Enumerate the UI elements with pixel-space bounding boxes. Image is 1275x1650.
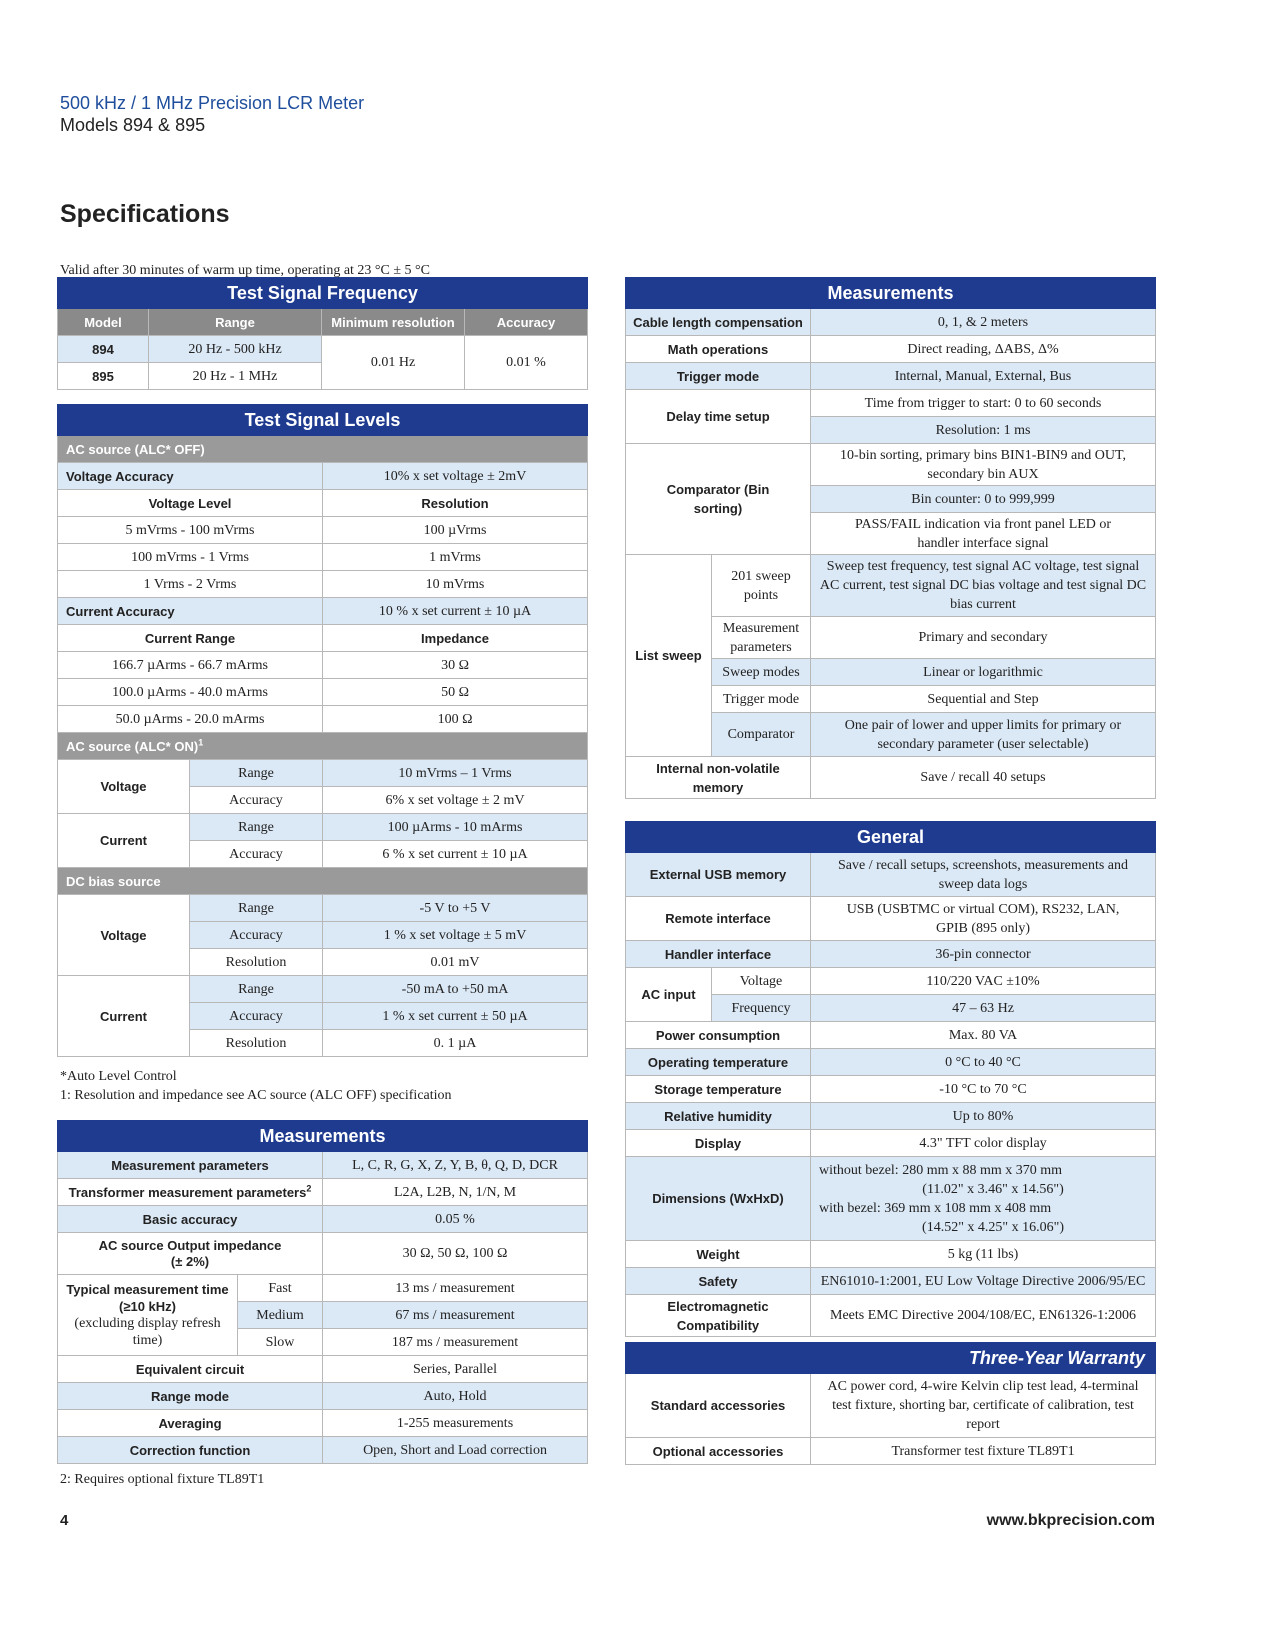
usb-memory-value: Save / recall setups, screenshots, measurements and sweep data logs [811,853,1156,897]
dimensions-without-bezel: without bezel: 280 mm x 88 mm x 370 mm [819,1162,1063,1178]
dimensions-value [811,1157,1156,1241]
optional-accessories-value: Transformer test fixture TL89T1 [811,1438,1156,1465]
test-signal-levels-table [57,404,587,1057]
impedance-header: Impedance [323,625,588,652]
current-range: 166.7 µArms - 66.7 mArms [58,652,323,679]
trigger-mode-value: Internal, Manual, External, Bus [811,363,1156,390]
page-number: 4 [60,1512,69,1529]
voltage-level: 1 Vrms - 2 Vrms [58,571,323,598]
website-link[interactable]: www.bkprecision.com [986,1512,1155,1529]
dimensions-with-bezel: with bezel: 369 mm x 108 mm x 408 mm [819,1200,1052,1216]
remote-interface-label: Remote interface [626,897,811,941]
warranty-table [625,1342,1155,1465]
table-title: General [626,822,1156,853]
sweep-comparator-label: Comparator [712,713,811,757]
speed-fast: Fast [238,1275,323,1302]
trigger-mode-label: Trigger mode [626,363,811,390]
ac-input-label: AC input [626,968,712,1022]
sweep-points-value: Sweep test frequency, test signal AC voltage, test signal AC current, test signal DC bias voltage and test signal DC bias current [811,555,1156,617]
sweep-trigger-label: Trigger mode [712,686,811,713]
header-product-title: 500 kHz / 1 MHz Precision LCR Meter [60,93,365,113]
dc-voltage-resolution: 0.01 mV [323,949,588,976]
col-header-range: Range [149,309,322,336]
alc-on-current-label: Current [58,814,190,868]
basic-accuracy-label: Basic accuracy [58,1206,323,1233]
current-range: 100.0 µArms - 40.0 mArms [58,679,323,706]
dc-current-accuracy: 1 % x set current ± 50 µA [323,1003,588,1030]
table-title: Test Signal Frequency [58,278,588,309]
output-impedance-label: AC source Output impedance (± 2%) [58,1233,323,1275]
measurement-time-note: (excluding display refresh time) [74,1316,221,1348]
standard-accessories-value: AC power cord, 4-wire Kelvin clip test lead, 4-terminal test fixture, shorting bar, certificate of calibration, test report [811,1374,1156,1438]
speed-fast-value: 13 ms / measurement [323,1275,588,1302]
footnote-ref-2: 2 [306,1183,312,1194]
humidity-label: Relative humidity [626,1103,811,1130]
dc-current-label: Current [58,976,190,1057]
display-label: Display [626,1130,811,1157]
measurements-right-table [625,277,1155,799]
comparator-bins-value: 10-bin sorting, primary bins BIN1-BIN9 and OUT, secondary bin AUX [811,444,1156,486]
sweep-trigger-value: Sequential and Step [811,686,1156,713]
basic-accuracy-value: 0.05 % [323,1206,588,1233]
sweep-modes-value: Linear or logarithmic [811,659,1156,686]
min-resolution-value: 0.01 Hz [322,336,465,390]
measurements-left-table [57,1120,587,1464]
power-consumption-label: Power consumption [626,1022,811,1049]
comparator-indication-value: PASS/FAIL indication via front panel LED or handler interface signal [811,513,1156,555]
alc-on-current-accuracy: 6 % x set current ± 10 µA [323,841,588,868]
sweep-modes-label: Sweep modes [712,659,811,686]
section-ac-alc-off: AC source (ALC* OFF) [58,436,588,463]
handler-interface-value: 36-pin connector [811,941,1156,968]
display-value: 4.3" TFT color display [811,1130,1156,1157]
footnote-alc: *Auto Level Control [60,1069,177,1084]
voltage-accuracy-label: Voltage Accuracy [58,463,323,490]
range-894: 20 Hz - 500 kHz [149,336,322,363]
page-title: Specifications [60,200,230,228]
delay-time-value: Time from trigger to start: 0 to 60 seconds [811,390,1156,417]
dimensions-with-bezel-inches: (14.52" x 4.25" x 16.06") [922,1219,1064,1235]
operating-temperature-label: Operating temperature [626,1049,811,1076]
dimensions-label: Dimensions (WxHxD) [626,1157,811,1241]
alc-on-voltage-accuracy: 6% x set voltage ± 2 mV [323,787,588,814]
speed-medium: Medium [238,1302,323,1329]
averaging-label: Averaging [58,1410,323,1437]
col-header-min-resolution: Minimum resolution [322,309,465,336]
transformer-parameters-text: Transformer measurement parameters [68,1184,307,1200]
accuracy-label: Accuracy [190,922,323,949]
header-models: Models 894 & 895 [60,115,206,135]
impedance: 100 Ω [323,706,588,733]
general-table [625,821,1155,1337]
test-signal-frequency-table [57,277,587,390]
range-mode-label: Range mode [58,1383,323,1410]
section-dc-bias: DC bias source [58,868,588,895]
alc-on-current-range: 100 µArms - 10 mArms [323,814,588,841]
memory-value: Save / recall 40 setups [811,757,1156,799]
accuracy-label: Accuracy [190,841,323,868]
dc-voltage-label: Voltage [58,895,190,976]
footnote-ref-1: 1 [198,737,204,748]
emc-value: Meets EMC Directive 2004/108/EC, EN61326-1:2006 [811,1295,1156,1337]
voltage-level: 100 mVrms - 1 Vrms [58,544,323,571]
current-range-header: Current Range [58,625,323,652]
dc-voltage-range: -5 V to +5 V [323,895,588,922]
speed-slow-value: 187 ms / measurement [323,1329,588,1356]
impedance: 30 Ω [323,652,588,679]
humidity-value: Up to 80% [811,1103,1156,1130]
ac-voltage-value: 110/220 VAC ±10% [811,968,1156,995]
comparator-label: Comparator (Bin sorting) [626,444,811,555]
accuracy-value: 0.01 % [465,336,588,390]
delay-time-label: Delay time setup [626,390,811,444]
accuracy-label: Accuracy [190,787,323,814]
voltage-resolution: 10 mVrms [323,571,588,598]
voltage-resolution: 100 µVrms [323,517,588,544]
transformer-parameters-value: L2A, L2B, N, 1/N, M [323,1179,588,1206]
impedance: 50 Ω [323,679,588,706]
range-label: Range [190,895,323,922]
voltage-level: 5 mVrms - 100 mVrms [58,517,323,544]
equivalent-circuit-value: Series, Parallel [323,1356,588,1383]
weight-label: Weight [626,1241,811,1268]
measurement-time-title: Typical measurement time (≥10 kHz) [66,1282,229,1314]
usb-memory-label: External USB memory [626,853,811,897]
remote-interface-value: USB (USBTMC or virtual COM), RS232, LAN, GPIB (895 only) [811,897,1156,941]
ac-frequency-value: 47 – 63 Hz [811,995,1156,1022]
col-header-model: Model [58,309,149,336]
dc-voltage-accuracy: 1 % x set voltage ± 5 mV [323,922,588,949]
range-label: Range [190,760,323,787]
handler-interface-label: Handler interface [626,941,811,968]
current-accuracy-label: Current Accuracy [58,598,323,625]
voltage-resolution: 1 mVrms [323,544,588,571]
footnote-2: 2: Requires optional fixture TL89T1 [60,1472,265,1487]
comparator-counter-value: Bin counter: 0 to 999,999 [811,486,1156,513]
range-label: Range [190,976,323,1003]
table-title: Measurements [58,1121,588,1152]
averaging-value: 1-255 measurements [323,1410,588,1437]
delay-resolution-value: Resolution: 1 ms [811,417,1156,444]
equivalent-circuit-label: Equivalent circuit [58,1356,323,1383]
measurement-parameters-value: L, C, R, G, X, Z, Y, B, θ, Q, D, DCR [323,1152,588,1179]
optional-accessories-label: Optional accessories [626,1438,811,1465]
storage-temperature-value: -10 °C to 70 °C [811,1076,1156,1103]
table-title: Test Signal Levels [58,405,588,436]
col-header-accuracy: Accuracy [465,309,588,336]
current-accuracy-value: 10 % x set current ± 10 µA [323,598,588,625]
footnote-1: 1: Resolution and impedance see AC source (ALC OFF) specification [60,1088,452,1103]
operating-temperature-value: 0 °C to 40 °C [811,1049,1156,1076]
resolution-label: Resolution [190,1030,323,1057]
alc-on-voltage-range: 10 mVrms – 1 Vrms [323,760,588,787]
section-ac-alc-on [58,733,588,760]
section-ac-alc-on-label: AC source (ALC* ON) [66,738,199,754]
resolution-header: Resolution [323,490,588,517]
sweep-points-label: 201 sweep points [712,555,811,617]
resolution-label: Resolution [190,949,323,976]
measurement-time-label [58,1275,238,1356]
transformer-parameters-label [58,1179,323,1206]
speed-medium-value: 67 ms / measurement [323,1302,588,1329]
ac-frequency-label: Frequency [712,995,811,1022]
sweep-comparator-value: One pair of lower and upper limits for primary or secondary parameter (user selectable) [811,713,1156,757]
output-impedance-value: 30 Ω, 50 Ω, 100 Ω [323,1233,588,1275]
range-label: Range [190,814,323,841]
dc-current-range: -50 mA to +50 mA [323,976,588,1003]
accuracy-label: Accuracy [190,1003,323,1030]
model-895: 895 [58,363,149,390]
cable-length-value: 0, 1, & 2 meters [811,309,1156,336]
validity-note: Valid after 30 minutes of warm up time, operating at 23 °C ± 5 °C [60,263,430,278]
weight-value: 5 kg (11 lbs) [811,1241,1156,1268]
model-894: 894 [58,336,149,363]
power-consumption-value: Max. 80 VA [811,1022,1156,1049]
range-895: 20 Hz - 1 MHz [149,363,322,390]
warranty-title: Three-Year Warranty [626,1343,1156,1374]
measurement-parameters-label: Measurement parameters [58,1152,323,1179]
speed-slow: Slow [238,1329,323,1356]
memory-label: Internal non-volatile memory [626,757,811,799]
sweep-parameters-label: Measurement parameters [712,617,811,659]
ac-voltage-label: Voltage [712,968,811,995]
table-title: Measurements [626,278,1156,309]
list-sweep-label: List sweep [626,555,712,757]
dimensions-without-bezel-inches: (11.02" x 3.46" x 14.56") [922,1181,1064,1197]
sweep-parameters-value: Primary and secondary [811,617,1156,659]
dc-current-resolution: 0. 1 µA [323,1030,588,1057]
correction-function-label: Correction function [58,1437,323,1464]
range-mode-value: Auto, Hold [323,1383,588,1410]
storage-temperature-label: Storage temperature [626,1076,811,1103]
voltage-accuracy-value: 10% x set voltage ± 2mV [323,463,588,490]
correction-function-value: Open, Short and Load correction [323,1437,588,1464]
voltage-level-header: Voltage Level [58,490,323,517]
cable-length-label: Cable length compensation [626,309,811,336]
safety-label: Safety [626,1268,811,1295]
standard-accessories-label: Standard accessories [626,1374,811,1438]
emc-label: Electromagnetic Compatibility [626,1295,811,1337]
safety-value: EN61010-1:2001, EU Low Voltage Directive 2006/95/EC [811,1268,1156,1295]
math-operations-value: Direct reading, ΔABS, Δ% [811,336,1156,363]
alc-on-voltage-label: Voltage [58,760,190,814]
math-operations-label: Math operations [626,336,811,363]
current-range: 50.0 µArms - 20.0 mArms [58,706,323,733]
